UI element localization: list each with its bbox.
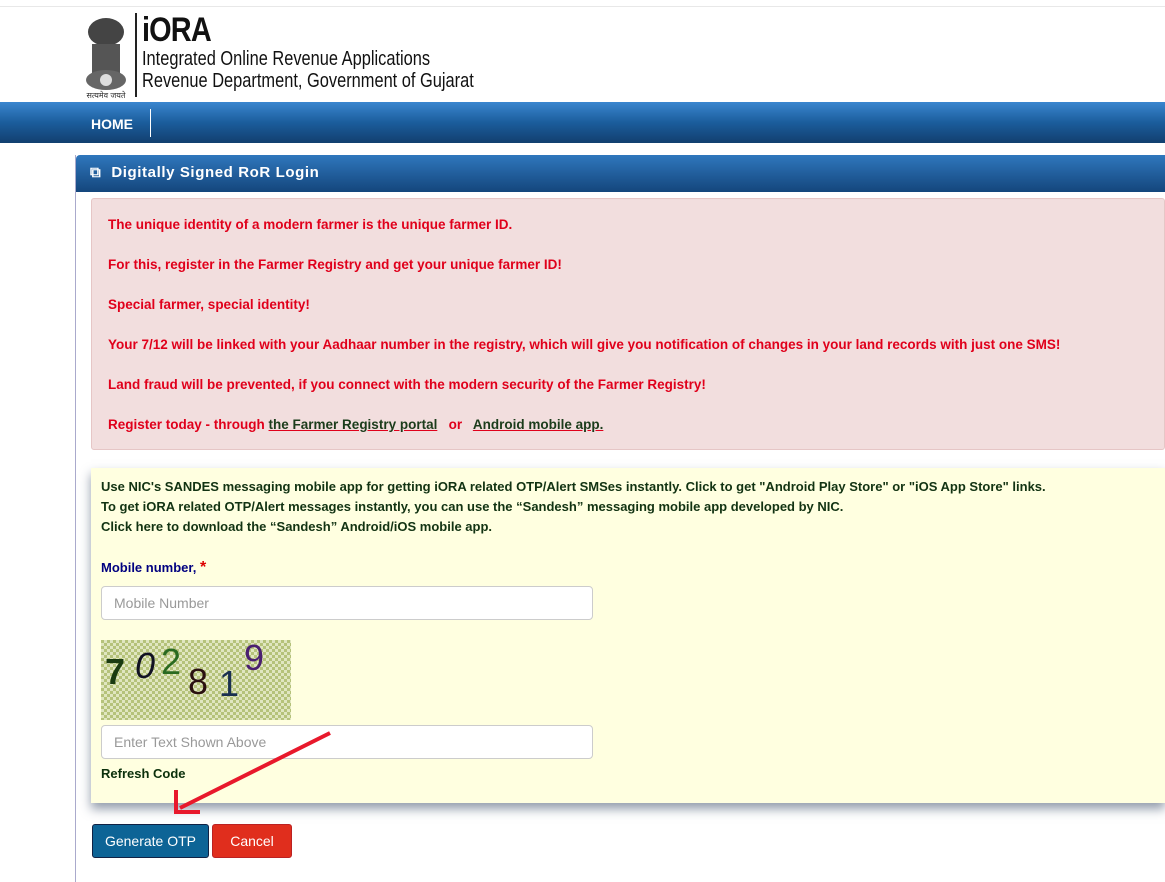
or-text: or xyxy=(448,417,463,432)
department: Revenue Department, Government of Gujarat xyxy=(142,70,474,92)
nav-bar xyxy=(0,102,1165,143)
nav-home[interactable]: HOME xyxy=(91,116,133,132)
sandes-info: To get iORA related OTP/Alert messages instantly, you can use the “Sandesh” messaging mobile app developed by NIC. xyxy=(101,499,844,514)
app-subtitle: Integrated Online Revenue Applications xyxy=(142,48,431,70)
brand xyxy=(142,12,547,92)
notice-line: Land fraud will be prevented, if you connect with the modern security of the Farmer Registry! xyxy=(108,377,706,392)
notice-line: Your 7/12 will be linked with your Aadhaar number in the registry, which will give you notification of changes in your land records with just one SMS! xyxy=(108,337,1061,352)
notice-line: For this, register in the Farmer Registry and get your unique farmer ID! xyxy=(108,257,562,272)
farmer-registry-notice xyxy=(91,198,1165,450)
refresh-code-link[interactable]: Refresh Code xyxy=(101,766,186,781)
sandes-link[interactable]: Use NIC's SANDES messaging mobile app for getting iORA related OTP/Alert SMSes instantly. Click to get "Android Play Store" or "iOS App Store" links. xyxy=(101,479,1046,494)
android-app-link[interactable]: Android mobile app. xyxy=(472,417,604,432)
app-title: iORA xyxy=(142,11,211,49)
required-mark: * xyxy=(199,559,207,576)
notice-line: Special farmer, special identity! xyxy=(108,297,310,312)
register-text: Register today - through xyxy=(108,417,265,432)
svg-text:सत्यमेव जयते: सत्यमेव जयते xyxy=(86,91,126,100)
farmer-registry-link[interactable]: the Farmer Registry portal xyxy=(268,417,438,432)
panel-title: Digitally Signed RoR Login xyxy=(111,164,320,181)
top-divider xyxy=(0,6,1165,7)
sandes-box xyxy=(91,468,1165,803)
sandes-download-link[interactable]: Click here to download the “Sandesh” Android/iOS mobile app. xyxy=(101,519,493,534)
notice-line: The unique identity of a modern farmer is the unique farmer ID. xyxy=(108,217,513,232)
login-panel xyxy=(75,155,1165,882)
nav-separator xyxy=(150,109,151,137)
captcha-image: 7 0 2 8 1 9 xyxy=(101,640,291,720)
logo-divider xyxy=(135,13,137,97)
captcha-input[interactable] xyxy=(101,725,593,759)
emblem-logo xyxy=(78,10,134,102)
mobile-label: Mobile number, * xyxy=(101,559,207,576)
panel-header xyxy=(76,155,1165,192)
cancel-button[interactable]: Cancel xyxy=(212,824,292,858)
mobile-input[interactable] xyxy=(101,586,593,620)
generate-otp-button[interactable]: Generate OTP xyxy=(92,824,209,858)
copy-icon: ⧉ xyxy=(90,164,102,181)
